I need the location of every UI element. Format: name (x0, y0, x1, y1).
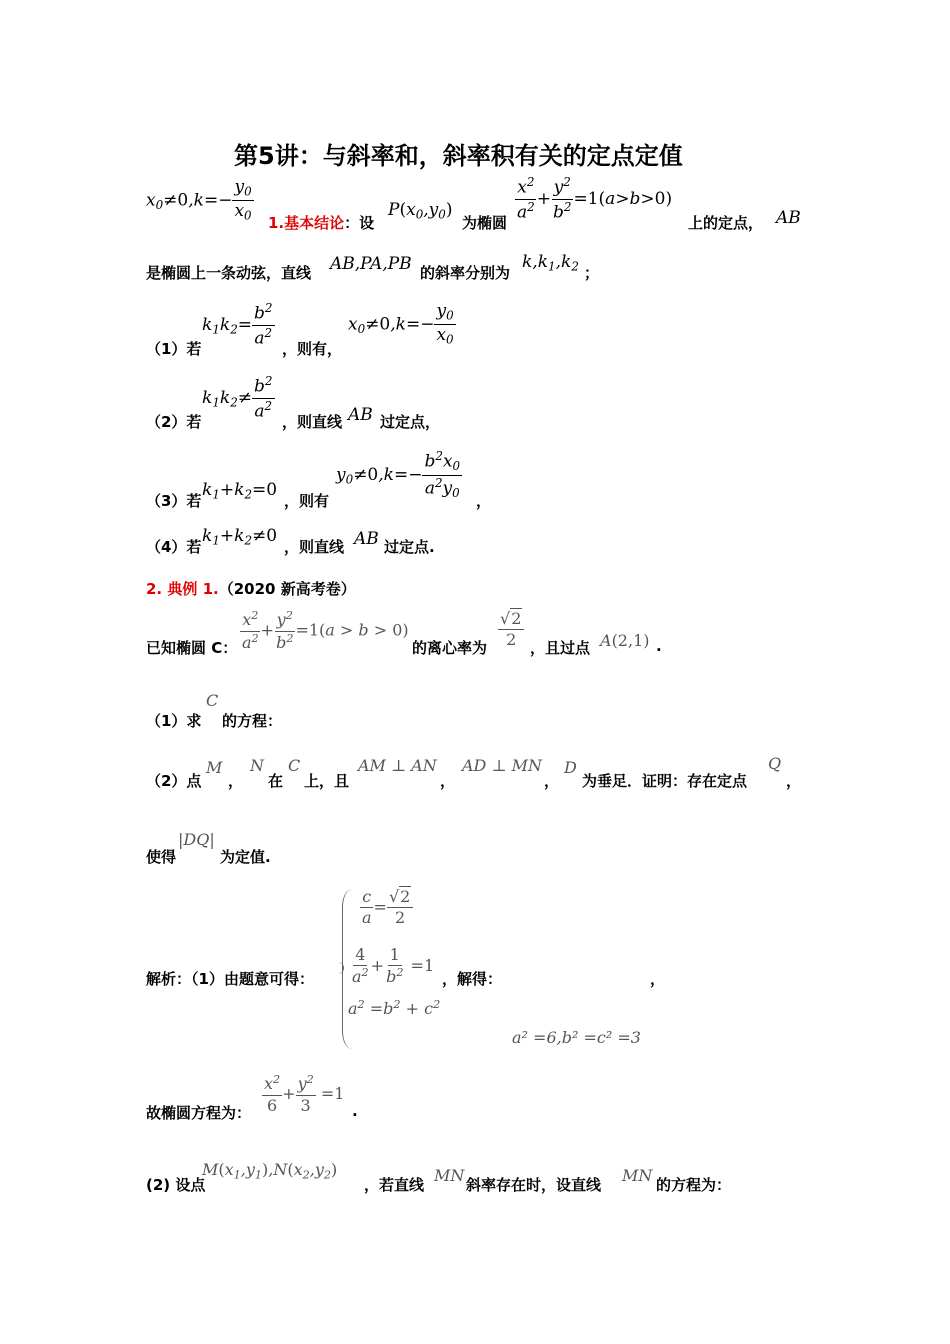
question-2-d: 为垂足．证明：存在定点 (582, 772, 748, 790)
section1-text-a: 设 (359, 214, 375, 232)
condition-1-prefix: （1）若 (146, 340, 202, 358)
formula-c3: $k_1+k_2=0$ (202, 480, 278, 502)
condition-2-prefix: （2）若 (146, 413, 202, 431)
question-2-line2-b: 为定值. (220, 848, 271, 866)
solution-part2-c: 斜率存在时，设直线 (466, 1176, 602, 1194)
formula-mn-1: MN (434, 1166, 465, 1185)
formula-mn-2: MN (622, 1166, 653, 1185)
section1-heading (268, 212, 374, 233)
question-2-comma-3: ， (544, 772, 560, 790)
formula-m: M (206, 758, 223, 777)
solution-part2-b: ，若直线 (364, 1176, 425, 1194)
solution-ellipse-prefix: 故椭圆方程为： (146, 1104, 252, 1122)
formula-c1: $k_1k_2=$ $\frac{b^2}{a^2}$ (202, 301, 273, 349)
condition-3-suffix: ，则有 (284, 492, 330, 510)
formula-ellipse-result: $\frac{x^2}{6}$ + $\frac{y^2}{3}$ =1 (264, 1073, 345, 1115)
formula-system-eq1: $\frac{c}{a}$ = $\frac{√2}{2}$ (360, 888, 413, 928)
formula-n: N (250, 756, 264, 775)
formula-ellipse-general: $\frac{x^2}{a^2}$ + $\frac{y^2}{b^2}$ =1(a>b>0) (517, 175, 673, 223)
section1-line2-b: 的斜率分别为 (420, 264, 511, 282)
formula-c4: $k_1+k_2\ne 0$ (202, 526, 278, 548)
formula-ellipse-problem: $\frac{x^2}{a^2}$ + $\frac{y^2}{b^2}$ =1(a > b > 0) (242, 609, 409, 652)
formula-system-eq3: $a^2 =b^2 + c^2$ (348, 998, 441, 1019)
solution-label: 解析：（1）由题意可得： (146, 970, 314, 988)
question-2-end: ， (786, 772, 802, 790)
formula-dq-abs: |DQ| (178, 830, 215, 849)
formula-slopes: $k,k_1,k_2$ (522, 252, 579, 274)
section1-text-b: 为椭圆 (462, 214, 508, 232)
example-intro-b: 的离心率为 (412, 639, 488, 657)
solution-ellipse-end: . (352, 1102, 358, 1120)
formula-c-2: C (288, 756, 301, 775)
formula-ab-1: AB (776, 208, 801, 228)
section1-text-c: 上的定点， (688, 214, 764, 232)
example-intro-end: . (656, 637, 662, 655)
solution-result: a² =6,b² =c² =3 (512, 1028, 641, 1047)
formula-c1-result: $x_0\ne 0,k=-$ $\frac{y_0}{x_0}$ (348, 301, 454, 347)
example-heading (146, 578, 356, 599)
condition-2-suffix: ，则直线 (282, 413, 343, 431)
formula-q: Q (768, 754, 782, 773)
formula-lines: AB,PA,PB (330, 254, 412, 274)
example-source: （2020 新高考卷） (218, 580, 356, 598)
condition-4-prefix: （4）若 (146, 538, 202, 556)
question-1-suffix: 的方程： (222, 712, 283, 730)
formula-c-1: C (206, 691, 219, 710)
question-1-prefix: （1）求 (146, 712, 202, 730)
formula-point-a: A(2,1) (600, 631, 650, 650)
example-intro-c: ，且过点 (530, 639, 591, 657)
section1-number: 1. (268, 214, 285, 232)
formula-point-p: $P(x_0,y_0)$ (388, 200, 453, 222)
question-2-a: （2）点 (146, 772, 202, 790)
question-2-line2-a: 使得 (146, 848, 177, 866)
formula-c2: $k_1k_2\ne$ $\frac{b^2}{a^2}$ (202, 374, 273, 422)
example-intro-a: 已知椭圆 C： (146, 639, 238, 657)
condition-2-end: 过定点， (380, 413, 441, 431)
condition-1-suffix: ，则有， (282, 340, 343, 358)
page-title: 第5讲：与斜率和，斜率积有关的定点定值 (234, 142, 683, 170)
question-2-b: 在 (268, 772, 284, 790)
question-2-comma-1: ， (228, 772, 244, 790)
solution-comma: ， (650, 970, 666, 988)
condition-3-end: ， (476, 492, 492, 510)
condition-4-suffix: ，则直线 (284, 538, 345, 556)
formula-ad-perp-mn: AD ⊥ MN (462, 756, 542, 775)
solution-part2-d: 的方程为： (656, 1176, 732, 1194)
question-2-c: 上，且 (304, 772, 350, 790)
formula-ab-2: AB (348, 405, 373, 425)
section1-colon: ： (344, 214, 360, 232)
solution-part2-a: (2) 设点 (146, 1176, 206, 1194)
question-2-comma-2: ， (440, 772, 456, 790)
section1-line2-a: 是椭圆上一条动弦，直线 (146, 264, 312, 282)
condition-3-prefix: （3）若 (146, 492, 202, 510)
formula-k-ratio: $x_0\ne 0,k=-$ $\frac{y_0}{x_0}$ (146, 177, 252, 223)
solution-solved: ，解得： (442, 970, 503, 988)
formula-system-eq2: $\frac{4}{a^2}$ + $\frac{1}{b^2}$ =1 (352, 945, 435, 987)
formula-c3-result: $y_0\ne 0,k=-$ $\frac{b^2x_0}{a^2y_0}$ (336, 449, 461, 500)
formula-am-perp-an: AM ⊥ AN (358, 756, 437, 775)
example-label: 2. 典例 1. (146, 580, 219, 598)
formula-points-mn: $M(x_1,y_1),N(x_2,y_2)$ (202, 1160, 338, 1182)
formula-d: D (564, 758, 577, 777)
formula-ab-3: AB (354, 529, 379, 549)
condition-4-end: 过定点. (384, 538, 435, 556)
section1-line2-end: ； (584, 264, 600, 282)
section1-title: 基本结论 (284, 214, 345, 232)
formula-eccentricity: $\frac{√2}{2}$ (498, 610, 524, 650)
